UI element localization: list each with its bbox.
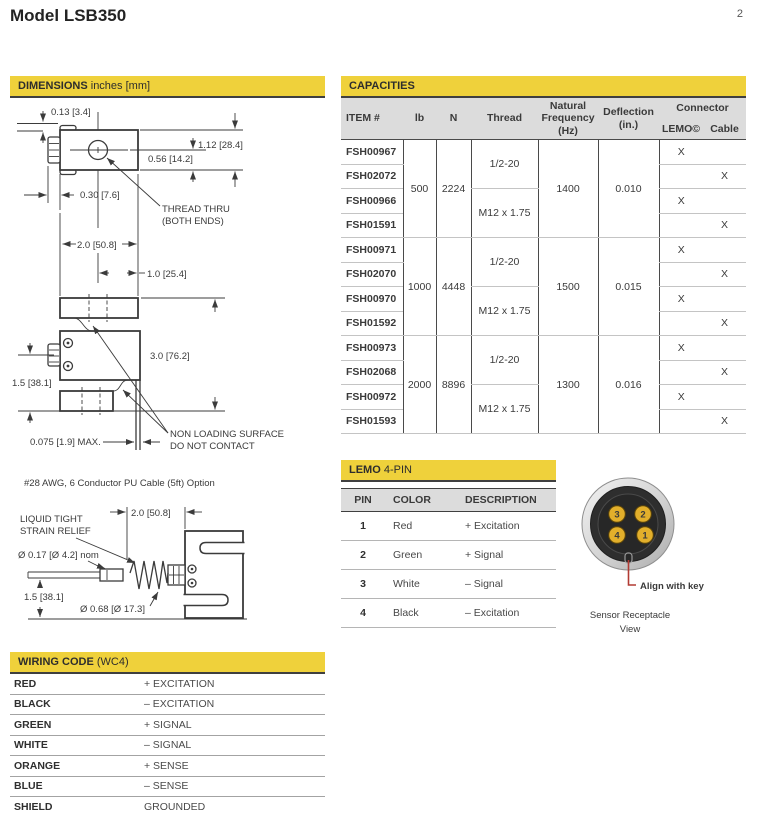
- deflection: 0.015: [598, 238, 659, 336]
- thread-spec: M12 x 1.75: [471, 385, 538, 434]
- col-header-deflection: Deflection (in.): [598, 98, 659, 140]
- dim-label-112: 1.12 [28.4]: [198, 140, 243, 151]
- side-view-drawing: [12, 174, 284, 452]
- dimensions-header-label: DIMENSIONS: [18, 80, 88, 92]
- dim-label-10: 1.0 [25.4]: [147, 269, 187, 280]
- capacity-n: 4448: [436, 238, 471, 336]
- wiring-code-row: [10, 674, 325, 695]
- top-view-drawing: [17, 107, 243, 228]
- col-header-n: N: [436, 98, 471, 140]
- wire-color-name: SHIELD: [14, 800, 53, 813]
- item-number: FSH02068: [341, 360, 403, 385]
- item-number: FSH00971: [341, 238, 403, 263]
- page-number: 2: [736, 8, 743, 20]
- wire-color-name: WHITE: [14, 739, 48, 752]
- callout-thread-thru-2: (BOTH ENDS): [162, 216, 224, 227]
- lemo-mark: [659, 262, 703, 287]
- deflection: 0.016: [598, 336, 659, 434]
- thread-spec: 1/2-20: [471, 238, 538, 287]
- cable-mark: [703, 287, 746, 312]
- col-header-lemo: LEMO©: [659, 118, 703, 139]
- capacities-table: [341, 98, 746, 434]
- item-number: FSH00970: [341, 287, 403, 312]
- dim-label-cable-15: 1.5 [38.1]: [24, 592, 64, 603]
- callout-thread-thru-1: THREAD THRU: [162, 204, 230, 215]
- wire-function: – SIGNAL: [144, 739, 192, 752]
- callout-non-loading-2: DO NOT CONTACT: [170, 441, 255, 452]
- capacities-header-band: [341, 76, 746, 98]
- callout-strain-relief-2: STRAIN RELIEF: [20, 526, 91, 537]
- wiring-code-header-suffix: (WC4): [96, 656, 129, 668]
- wire-color: Green: [385, 541, 457, 570]
- lemo-header-label: LEMO: [349, 464, 381, 476]
- item-number: FSH00967: [341, 140, 403, 165]
- pin-3-label: 3: [614, 509, 620, 521]
- capacities-row: [341, 238, 746, 263]
- natural-frequency: 1400: [538, 140, 598, 238]
- lemo-pin-row: [341, 512, 556, 541]
- cable-mark: X: [703, 311, 746, 336]
- wiring-code-header-band: [10, 652, 325, 674]
- wire-color-name: GREEN: [14, 718, 52, 731]
- cable-mark: [703, 140, 746, 165]
- wire-function: – Signal: [457, 570, 556, 599]
- cable-mark: [703, 385, 746, 410]
- dim-label-15: 1.5 [38.1]: [12, 378, 52, 389]
- item-number: FSH00972: [341, 385, 403, 410]
- thread-spec: 1/2-20: [471, 336, 538, 385]
- wiring-code-section: [10, 652, 325, 815]
- wire-function: – EXCITATION: [144, 698, 215, 711]
- capacities-table-header: [341, 98, 746, 140]
- pin-number: 2: [341, 541, 385, 570]
- item-number: FSH00973: [341, 336, 403, 361]
- wiring-code-header-label: WIRING CODE: [18, 656, 94, 668]
- capacity-n: 8896: [436, 336, 471, 434]
- wiring-code-row: [10, 797, 325, 815]
- lemo-col-color: COLOR: [385, 489, 457, 512]
- lemo-header-band: [341, 460, 556, 482]
- lemo-mark: X: [659, 189, 703, 214]
- capacities-header-label: CAPACITIES: [349, 80, 415, 92]
- item-number: FSH02072: [341, 164, 403, 189]
- cable-option-note: #28 AWG, 6 Conductor PU Cable (5ft) Option: [24, 478, 215, 489]
- wire-color-name: BLUE: [14, 780, 43, 793]
- wire-color-name: RED: [14, 677, 37, 690]
- lemo-col-pin: PIN: [341, 489, 385, 512]
- dimensions-header-units: inches [mm]: [90, 80, 151, 92]
- natural-frequency: 1300: [538, 336, 598, 434]
- cable-option-drawing: [10, 495, 325, 630]
- lemo-pinout-section: [341, 460, 556, 628]
- dim-label-017: Ø 0.17 [Ø 4.2] nom: [18, 550, 99, 561]
- sensor-receptacle-drawing: [582, 478, 705, 635]
- lemo-col-description: DESCRIPTION: [457, 489, 556, 512]
- pin-number: 4: [341, 599, 385, 628]
- pin-number: 1: [341, 512, 385, 541]
- lemo-mark: [659, 213, 703, 238]
- connector-figure: [575, 460, 750, 645]
- cable-mark: [703, 189, 746, 214]
- wire-color: White: [385, 570, 457, 599]
- lemo-mark: X: [659, 336, 703, 361]
- wire-function: + SIGNAL: [144, 718, 192, 731]
- item-number: FSH01591: [341, 213, 403, 238]
- col-header-thread: Thread: [471, 98, 538, 140]
- cable-mark: X: [703, 213, 746, 238]
- wiring-code-table: [10, 674, 325, 815]
- lemo-pin-row: [341, 541, 556, 570]
- callout-strain-relief-1: LIQUID TIGHT: [20, 514, 83, 525]
- cable-mark: X: [703, 360, 746, 385]
- deflection: 0.010: [598, 140, 659, 238]
- dim-label-056: 0.56 [14.2]: [148, 154, 193, 165]
- item-number: FSH02070: [341, 262, 403, 287]
- lemo-mark: [659, 311, 703, 336]
- capacities-section: [341, 76, 746, 434]
- wiring-code-row: [10, 756, 325, 777]
- lemo-mark: X: [659, 287, 703, 312]
- lemo-mark: [659, 409, 703, 434]
- capacities-row: [341, 336, 746, 361]
- col-header-frequency: Natural Frequency (Hz): [538, 98, 598, 140]
- callout-non-loading-1: NON LOADING SURFACE: [170, 429, 285, 440]
- dimensions-header-band: [10, 76, 325, 98]
- natural-frequency: 1500: [538, 238, 598, 336]
- receptacle-caption-1: Sensor Receptacle: [589, 610, 671, 621]
- item-number: FSH00966: [341, 189, 403, 214]
- wire-function: + SENSE: [144, 759, 189, 772]
- lemo-pin-table: [341, 488, 556, 628]
- dim-label-068: Ø 0.68 [Ø 17.3]: [80, 604, 145, 615]
- wiring-code-row: [10, 715, 325, 736]
- dimensions-section: [10, 76, 325, 815]
- wiring-code-row: [10, 736, 325, 757]
- dim-label-013: 0.13 [3.4]: [51, 107, 91, 118]
- cable-mark: X: [703, 164, 746, 189]
- capacity-lb: 500: [403, 140, 436, 238]
- capacities-table-body: [341, 140, 746, 434]
- cable-mark: [703, 336, 746, 361]
- dim-label-20: 2.0 [50.8]: [77, 240, 117, 251]
- capacity-n: 2224: [436, 140, 471, 238]
- wire-color-name: BLACK: [14, 698, 51, 711]
- lemo-mark: [659, 360, 703, 385]
- pin-2-label: 2: [640, 509, 646, 521]
- col-header-connector: Connector: [659, 98, 746, 118]
- thread-spec: M12 x 1.75: [471, 287, 538, 336]
- cable-mark: [703, 238, 746, 263]
- capacity-lb: 2000: [403, 336, 436, 434]
- receptacle-caption-2: View: [619, 624, 641, 635]
- wire-function: + Excitation: [457, 512, 556, 541]
- thread-spec: M12 x 1.75: [471, 189, 538, 238]
- col-header-cable: Cable: [703, 118, 746, 139]
- wire-function: – Excitation: [457, 599, 556, 628]
- cable-mark: X: [703, 262, 746, 287]
- lemo-mark: [659, 164, 703, 189]
- wire-function: GROUNDED: [144, 800, 206, 813]
- lemo-mark: X: [659, 238, 703, 263]
- wire-color: Black: [385, 599, 457, 628]
- item-number: FSH01593: [341, 409, 403, 434]
- capacity-lb: 1000: [403, 238, 436, 336]
- lemo-header-suffix: 4-PIN: [383, 464, 412, 476]
- connector-face-diagram: [575, 460, 750, 640]
- wiring-code-row: [10, 695, 325, 716]
- wire-color-name: ORANGE: [14, 759, 61, 772]
- capacities-row: [341, 140, 746, 165]
- pin-1-label: 1: [642, 530, 648, 542]
- wiring-code-row: [10, 777, 325, 798]
- wire-function: + EXCITATION: [144, 677, 215, 690]
- wire-function: + Signal: [457, 541, 556, 570]
- lemo-mark: X: [659, 140, 703, 165]
- page-title: Model LSB350: [10, 6, 127, 25]
- pin-number: 3: [341, 570, 385, 599]
- cable-view-drawing: [18, 507, 247, 619]
- dim-label-0075: 0.075 [1.9] MAX.: [30, 437, 101, 448]
- dim-label-cable-20: 2.0 [50.8]: [131, 508, 171, 519]
- lemo-pin-table-body: [341, 512, 556, 628]
- align-with-key-label: Align with key: [640, 581, 704, 592]
- cable-mark: X: [703, 409, 746, 434]
- col-header-lb: lb: [403, 98, 436, 140]
- top-and-side-view-drawing: [10, 98, 325, 453]
- thread-spec: 1/2-20: [471, 140, 538, 189]
- item-number: FSH01592: [341, 311, 403, 336]
- pin-4-label: 4: [614, 530, 620, 542]
- lemo-mark: X: [659, 385, 703, 410]
- lemo-pin-row: [341, 570, 556, 599]
- lemo-pin-row: [341, 599, 556, 628]
- dim-label-030: 0.30 [7.6]: [80, 190, 120, 201]
- wire-color: Red: [385, 512, 457, 541]
- dim-label-30: 3.0 [76.2]: [150, 351, 190, 362]
- wire-function: – SENSE: [144, 780, 189, 793]
- col-header-item: ITEM #: [341, 98, 403, 140]
